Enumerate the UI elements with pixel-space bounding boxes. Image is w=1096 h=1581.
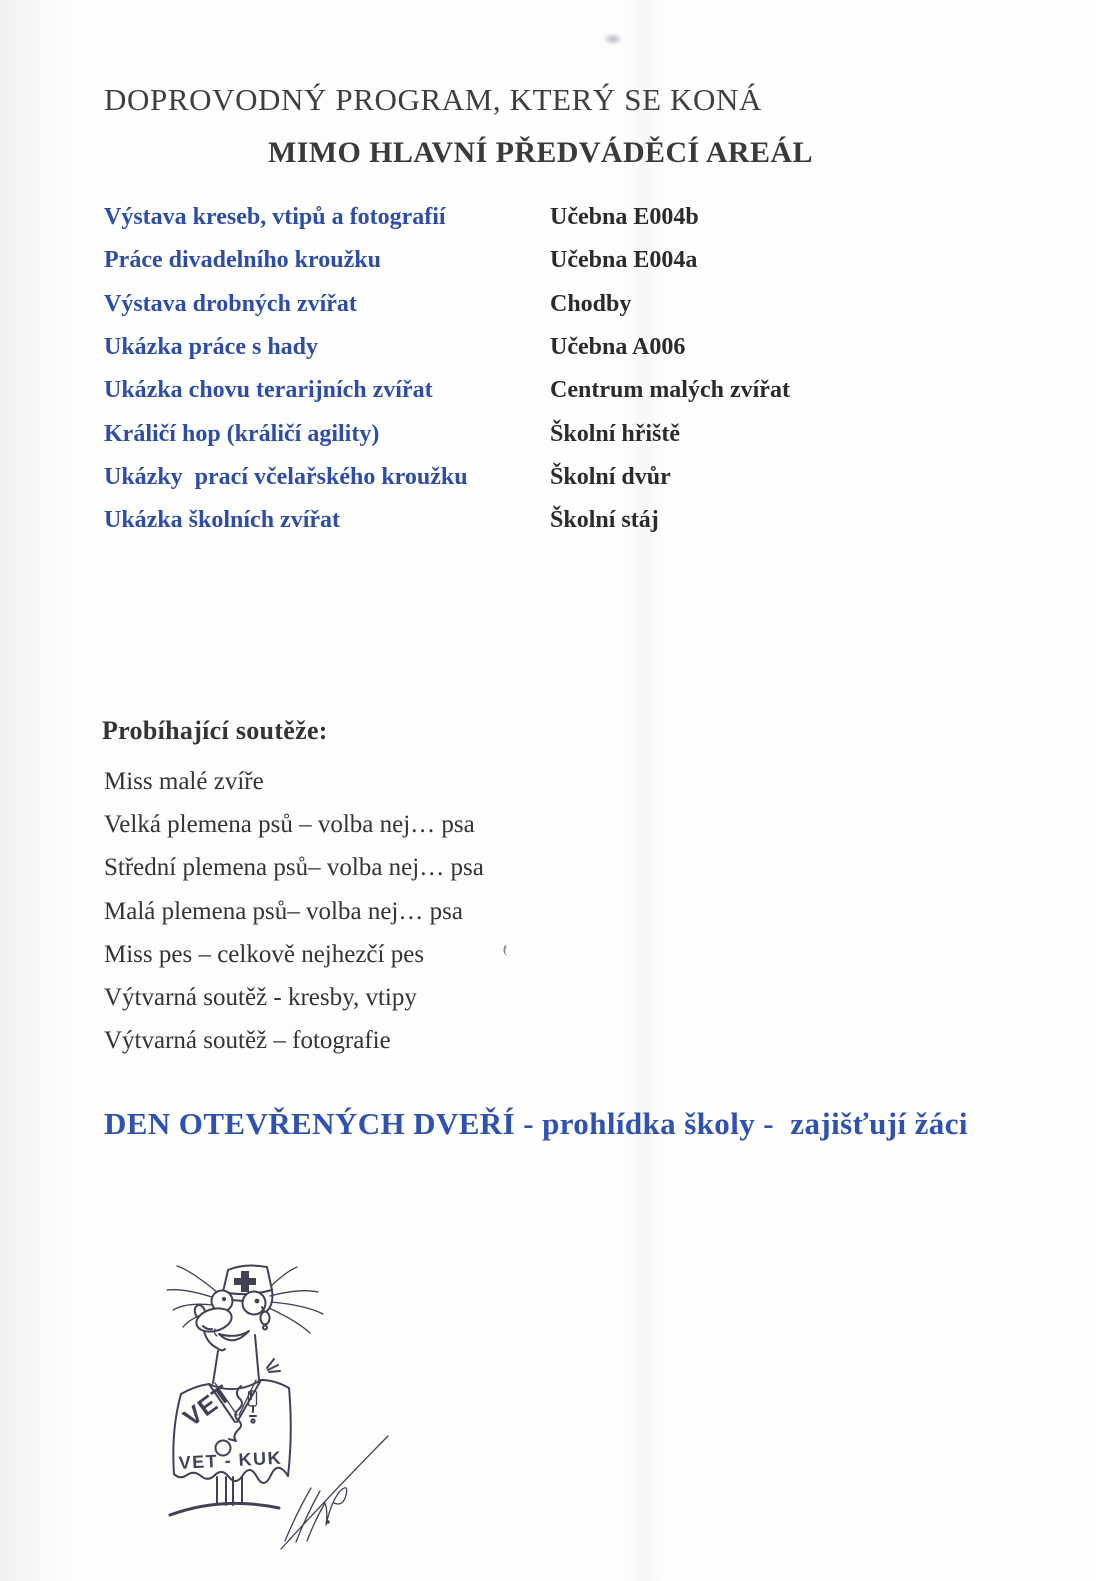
contest-item: Malá plemena psů– volba nej… psa	[104, 897, 463, 925]
activity-label: Králičí hop (králičí agility)	[104, 420, 380, 447]
contest-item: Výtvarná soutěž – fotografie	[104, 1027, 391, 1055]
program-row	[104, 239, 1004, 282]
program-row	[104, 369, 1004, 412]
face	[193, 1290, 272, 1350]
contest-item: Velká plemena psů – volba nej… psa	[104, 811, 475, 839]
activity-label: Práce divadelního kroužku	[104, 247, 381, 274]
program-row	[104, 283, 1004, 326]
contests-list	[104, 760, 704, 1062]
right-ear	[261, 1312, 270, 1325]
location-label: Učebna E004b	[550, 204, 699, 231]
location-label: Školní stáj	[550, 507, 659, 534]
document-subtitle: MIMO HLAVNÍ PŘEDVÁDĚCÍ AREÁL	[268, 136, 813, 169]
location-label: Školní dvůr	[550, 463, 671, 490]
activity-label: Ukázka školních zvířat	[104, 507, 341, 534]
location-label: Učebna A006	[550, 334, 686, 361]
shoulder-tuft	[267, 1359, 280, 1372]
signature	[281, 1436, 388, 1549]
document-title: DOPROVODNÝ PROGRAM, KTERÝ SE KONÁ	[104, 82, 762, 117]
glasses-right-lens	[243, 1292, 266, 1315]
contest-item: Střední plemena psů– volba nej… psa	[104, 854, 484, 882]
activity-label: Ukázky prací včelařského kroužku	[104, 463, 468, 490]
program-row	[104, 499, 1004, 542]
activity-label: Výstava kreseb, vtipů a fotografií	[104, 204, 446, 231]
earring	[263, 1326, 267, 1330]
glasses-bridge	[232, 1300, 243, 1301]
scan-smudge	[603, 33, 623, 45]
right-eye	[255, 1299, 260, 1304]
location-label: Učebna E004a	[550, 247, 698, 274]
neck-right	[255, 1335, 259, 1380]
neck-left	[213, 1351, 218, 1383]
mouth	[219, 1331, 249, 1340]
contest-item: Miss malé zvíře	[104, 768, 264, 795]
location-label: Centrum malých zvířat	[550, 377, 790, 404]
activity-label: Ukázka práce s hady	[104, 334, 319, 361]
contest-item: Výtvarná soutěž - kresby, vtipy	[104, 984, 417, 1012]
program-row	[104, 412, 1004, 455]
nurse-cap-icon	[223, 1266, 272, 1295]
vet-mascot-illustration	[155, 1250, 435, 1570]
program-row	[104, 196, 1004, 239]
ground-line	[170, 1503, 279, 1515]
activity-label: Výstava drobných zvířat	[104, 290, 357, 317]
program-row	[104, 326, 1004, 369]
contest-item: Miss pes – celkově nejhezčí pes	[104, 940, 425, 968]
program-row	[104, 456, 1004, 499]
program-list	[104, 196, 1004, 542]
location-label: Chodby	[550, 290, 632, 317]
location-label: Školní hřiště	[550, 420, 681, 447]
mascot-caption-text: VET - KUK	[178, 1447, 283, 1473]
contests-heading: Probíhající soutěže:	[102, 716, 328, 745]
open-day-banner: DEN OTEVŘENÝCH DVEŘÍ - prohlídka školy - zajišťují žáci	[104, 1106, 968, 1141]
mascot-badge-text: VET	[178, 1379, 237, 1433]
left-eye	[222, 1297, 226, 1301]
activity-label: Ukázka chovu terarijních zvířat	[104, 377, 433, 404]
